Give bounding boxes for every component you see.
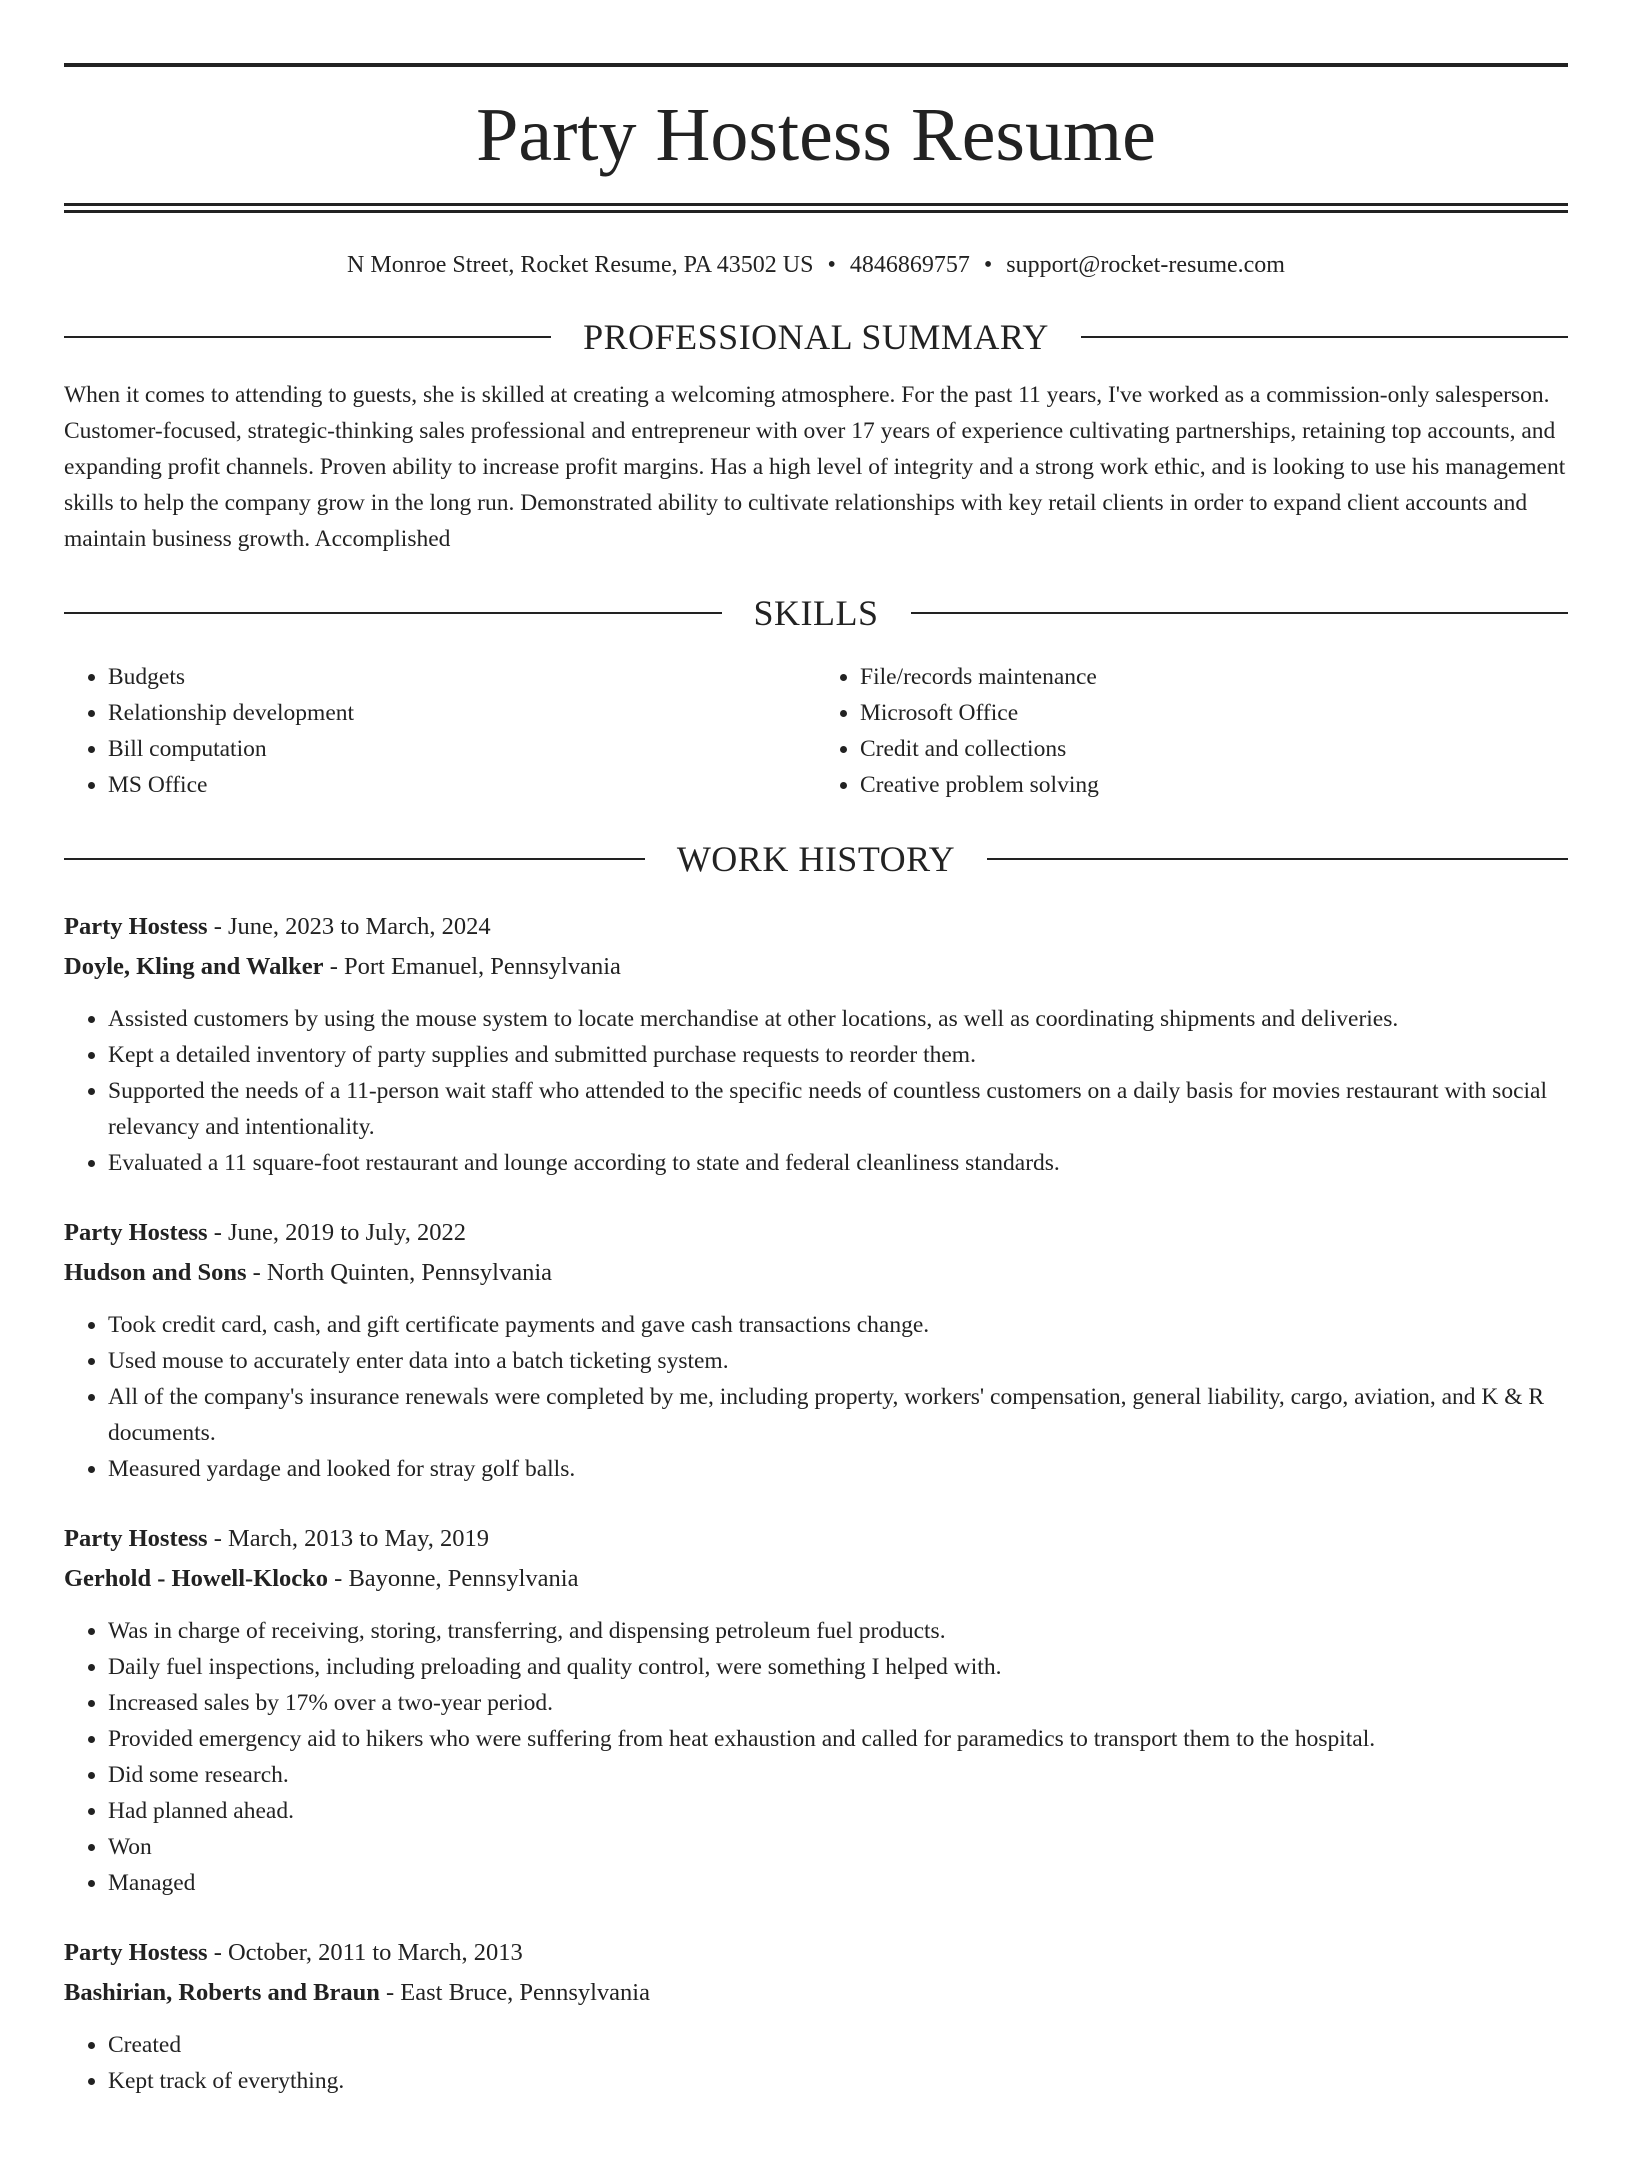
heading-rule-left — [64, 858, 645, 860]
skills-heading-label: SKILLS — [753, 593, 879, 633]
work-history — [64, 907, 1568, 2099]
job-bullet: • Did some research. — [108, 1757, 1568, 1793]
job-company: Hudson and Sons — [64, 1259, 247, 1286]
job-title: Party Hostess — [64, 1939, 208, 1966]
heading-rule-left — [64, 336, 551, 338]
job-title: Party Hostess — [64, 1219, 208, 1246]
job-company-line — [64, 1973, 1568, 2013]
job-bullet: • All of the company's insurance renewals were completed by me, including property, workers' compensation, general liability, cargo, aviation, and K & R documents. — [108, 1379, 1568, 1451]
contact-separator: • — [827, 252, 836, 278]
job-dates: - March, 2013 to May, 2019 — [207, 1525, 490, 1552]
job-bullets — [64, 1307, 1568, 1487]
job-title-line — [64, 1519, 1568, 1559]
job-bullet: • Won — [108, 1829, 1568, 1865]
skills-list — [64, 659, 1568, 803]
job-bullet: • Supported the needs of a 11-person wait staff who attended to the specific needs of countless customers on a daily basis for movies restaurant with social relevancy and intentionality. — [108, 1073, 1568, 1145]
skill-item: • Bill computation — [108, 731, 816, 767]
job-bullet: • Provided emergency aid to hikers who were suffering from heat exhaustion and called for paramedics to transport them to the hospital. — [108, 1721, 1568, 1757]
job-bullet: • Was in charge of receiving, storing, transferring, and dispensing petroleum fuel products. — [108, 1613, 1568, 1649]
job-entry — [64, 1519, 1568, 1901]
skill-item: • File/records maintenance — [860, 659, 1568, 695]
summary-text: When it comes to attending to guests, she is skilled at creating a welcoming atmosphere. For the past 11 years, I've worked as a commission-only salesperson. Customer-focused, strategic-thinking sales professional and entrepreneur with over 17 years of experience cultivating partnerships, retaining top accounts, and expanding profit channels. Proven ability to increase profit margins. Has a high level of integrity and a strong work ethic, and is looking to use his management skills to help the company grow in the long run. Demonstrated ability to cultivate relationships with key retail clients in order to expand client accounts and maintain business growth. Accomplished — [64, 382, 1566, 552]
title-double-rule — [64, 203, 1568, 213]
work-heading-label: WORK HISTORY — [676, 839, 956, 879]
contact-address: N Monroe Street, Rocket Resume, PA 43502 US — [347, 252, 814, 278]
heading-rule-left — [64, 612, 722, 614]
job-bullet: • Evaluated a 11 square-foot restaurant and lounge according to state and federal cleanliness standards. — [108, 1145, 1568, 1181]
skill-item: • MS Office — [108, 767, 816, 803]
job-bullet: • Managed — [108, 1865, 1568, 1901]
job-title: Party Hostess — [64, 913, 208, 940]
job-dates: - June, 2023 to March, 2024 — [207, 913, 491, 940]
contact-phone: 4846869757 — [849, 252, 970, 278]
skill-item: • Microsoft Office — [860, 695, 1568, 731]
skill-item: • Creative problem solving — [860, 767, 1568, 803]
skills-column-right — [816, 659, 1568, 803]
job-dates: - June, 2019 to July, 2022 — [207, 1219, 466, 1246]
job-entry — [64, 1933, 1568, 2099]
job-location: - East Bruce, Pennsylvania — [379, 1979, 650, 2006]
heading-rule-right — [987, 858, 1568, 860]
job-title-line — [64, 1933, 1568, 1973]
job-company-line — [64, 1559, 1568, 1599]
job-title: Party Hostess — [64, 1525, 208, 1552]
contact-email: support@rocket-resume.com — [1006, 252, 1285, 278]
job-company-line — [64, 1253, 1568, 1293]
top-rule — [64, 63, 1568, 67]
summary-heading-label: PROFESSIONAL SUMMARY — [583, 317, 1049, 357]
job-dates: - October, 2011 to March, 2013 — [207, 1939, 523, 1966]
summary-heading — [64, 315, 1568, 359]
job-bullet: • Kept a detailed inventory of party supplies and submitted purchase requests to reorder them. — [108, 1037, 1568, 1073]
job-location: - North Quinten, Pennsylvania — [246, 1259, 553, 1286]
job-entry — [64, 1213, 1568, 1487]
job-bullet: • Assisted customers by using the mouse system to locate merchandise at other locations, as well as coordinating shipments and deliveries. — [108, 1001, 1568, 1037]
skill-item: • Credit and collections — [860, 731, 1568, 767]
skills-column-left — [64, 659, 816, 803]
work-heading — [64, 837, 1568, 881]
job-bullets — [64, 1001, 1568, 1181]
resume-page — [0, 63, 1632, 2175]
contact-separator: • — [983, 252, 993, 278]
page-title: Party Hostess Resume — [476, 93, 1156, 177]
heading-rule-right — [1081, 336, 1568, 338]
job-location: - Port Emanuel, Pennsylvania — [323, 953, 621, 980]
job-bullet: • Used mouse to accurately enter data into a batch ticketing system. — [108, 1343, 1568, 1379]
job-title-line — [64, 907, 1568, 947]
job-company-line — [64, 947, 1568, 987]
job-bullet: • Daily fuel inspections, including preloading and quality control, were something I helped with. — [108, 1649, 1568, 1685]
job-company: Doyle, Kling and Walker — [64, 953, 324, 980]
job-location: - Bayonne, Pennsylvania — [328, 1565, 579, 1592]
job-bullet: • Measured yardage and looked for stray golf balls. — [108, 1451, 1568, 1487]
job-bullets — [64, 2027, 1568, 2099]
job-bullet: • Created — [108, 2027, 1568, 2063]
job-bullet: • Kept track of everything. — [108, 2063, 1568, 2099]
job-entry — [64, 907, 1568, 1181]
skill-item: • Relationship development — [108, 695, 816, 731]
skills-heading — [64, 591, 1568, 635]
job-bullet: • Increased sales by 17% over a two-year period. — [108, 1685, 1568, 1721]
job-bullet: • Took credit card, cash, and gift certificate payments and gave cash transactions change. — [108, 1307, 1568, 1343]
job-bullet: • Had planned ahead. — [108, 1793, 1568, 1829]
contact-line — [64, 249, 1568, 281]
job-company: Bashirian, Roberts and Braun — [64, 1979, 380, 2006]
job-company: Gerhold - Howell-Klocko — [64, 1565, 329, 1592]
job-title-line — [64, 1213, 1568, 1253]
skill-item: • Budgets — [108, 659, 816, 695]
job-bullets — [64, 1613, 1568, 1901]
heading-rule-right — [911, 612, 1569, 614]
